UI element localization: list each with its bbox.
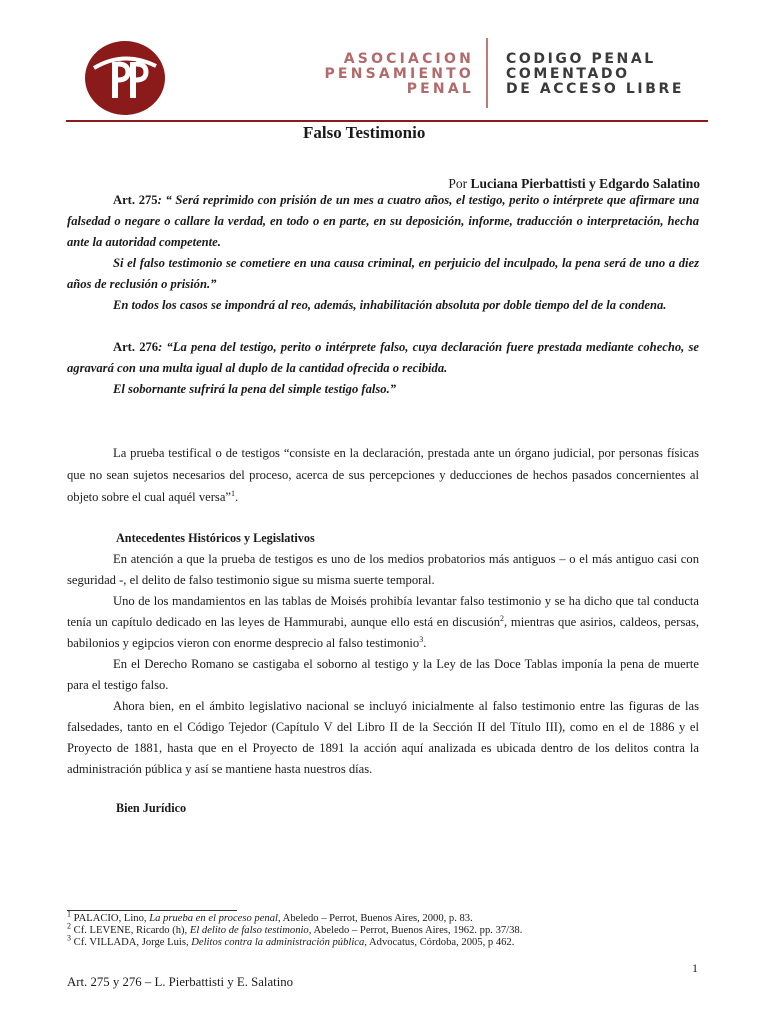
art-275-paragraph	[67, 190, 699, 253]
header-rule	[66, 120, 708, 122]
art-275-text-1: : “ Será reprimido con prisión de un mes a cuatro años, el testigo, perito o intérprete que afirmare una falsedad o negare o callare la verdad, en todo o en parte, en su deposición, informe, traducción o interpretación, hecha ante la autoridad competente.	[67, 193, 699, 249]
document-header	[0, 0, 768, 124]
art-276-text-2: El sobornante sufrirá la pena del simple testigo falso.”	[113, 382, 397, 396]
page-number: 1	[692, 961, 698, 975]
header-divider	[486, 38, 488, 108]
intro-end: .	[235, 490, 239, 504]
footnote-2-title: El delito de falso testimonio	[189, 925, 309, 936]
org-name-line-1: ASOCIACION	[343, 51, 474, 67]
antecedentes-paragraph-2	[67, 591, 699, 654]
art-275-text-2: Si el falso testimonio se cometiere en una causa criminal, en perjuicio del inculpado, la pena será de uno a diez años de reclusión o prisión.”	[67, 256, 699, 291]
authors-prefix: Por	[448, 176, 471, 191]
org-name-line-3: PENAL	[406, 81, 474, 97]
org-name	[256, 52, 474, 97]
document-title: Falso Testimonio	[303, 123, 426, 142]
footnote-2-post: , Abeledo – Perrot, Buenos Aires, 1962. pp. 37/38.	[308, 925, 523, 936]
codigo-line-3: DE ACCESO LIBRE	[506, 81, 685, 97]
footnote-1-number: 1	[67, 909, 71, 919]
footnote-1-pre: PALACIO, Lino,	[71, 913, 150, 924]
footnote-2-number: 2	[67, 921, 71, 931]
art-275-text-3: En todos los casos se impondrá al reo, además, inhabilitación absoluta por doble tiempo del de la condena.	[113, 298, 667, 312]
footnote-3-title: Delitos contra la administración pública	[191, 937, 365, 948]
antecedentes-paragraph-3: En el Derecho Romano se castigaba el soborno al testigo y la Ley de las Doce Tablas imponía la pena de muerte para el testigo falso.	[67, 657, 699, 692]
footnote-3-post: , Advocatus, Córdoba, 2005, p 462.	[364, 937, 515, 948]
footnote-1-title: La prueba en el proceso penal	[149, 913, 278, 924]
footnote-3	[67, 933, 707, 949]
antecedentes-paragraph-4: Ahora bien, en el ámbito legislativo nacional se incluyó inicialmente al falso testimonio entre las figuras de las falsedades, tanto en el Código Tejedor (Capítulo V del Libro II de la Sección II del Título III), como en el de 1886 y el Proyecto de 1881, hasta que en el Proyecto de 1891 la acción aquí analizada es ubicada dentro de los delitos contra la administración pública y así se mantiene hasta nuestros días.	[67, 699, 699, 776]
antecedentes-p2-part-a: Uno de los mandamientos en las tablas de Moisés prohibía levantar falso testimonio y se ha dicho que tal conducta tenía un capítulo dedicado en las leyes de Hammurabi, aunque ello está en discusión	[67, 594, 699, 629]
footnote-3-number: 3	[67, 933, 71, 943]
footnote-1-post: , Abeledo – Perrot, Buenos Aires, 2000, p. 83.	[277, 913, 473, 924]
footnote-2-pre: Cf. LEVENE, Ricardo (h),	[71, 925, 190, 936]
art-275-label: Art. 275	[113, 193, 158, 207]
authors-names: Luciana Pierbattisti y Edgardo Salatino	[470, 176, 700, 191]
footnote-2	[67, 921, 707, 937]
antecedentes-p2-part-b: , mientras que asirios, caldeos, persas, babilonios y egipcios vieron con enorme desprecio al falso testimonio	[67, 615, 699, 650]
footnote-ref-2: 2	[500, 613, 505, 623]
document-body	[67, 190, 699, 819]
codigo-line-2: COMENTADO	[506, 66, 630, 82]
codigo-line-1: CODIGO PENAL	[506, 51, 656, 67]
antecedentes-paragraph-1: En atención a que la prueba de testigos es uno de los medios probatorios más antiguos – o el más antiguo casi con seguridad -, el delito de falso testimonio sigue su misma suerte temporal.	[67, 552, 699, 587]
footnote-1	[67, 909, 707, 925]
art-276-paragraph	[67, 337, 699, 379]
footnote-separator	[67, 910, 237, 911]
page-footer: Art. 275 y 276 – L. Pierbattisti y E. Salatino	[67, 975, 294, 989]
pensamiento-penal-logo	[84, 40, 166, 116]
codigo-penal-label	[506, 52, 684, 97]
art-276-label: Art. 276	[113, 340, 159, 354]
section-heading-antecedentes: Antecedentes Históricos y Legislativos	[116, 531, 315, 545]
intro-paragraph	[67, 442, 699, 508]
org-name-line-2: PENSAMIENTO	[324, 66, 474, 82]
section-heading-bien-juridico: Bien Jurídico	[116, 801, 187, 815]
footnote-3-pre: Cf. VILLADA, Jorge Luis,	[71, 937, 192, 948]
footnote-ref-1: 1	[231, 488, 235, 498]
intro-text: La prueba testifical o de testigos “consiste en la declaración, prestada ante un órgano judicial, por personas físicas que no sean sujetos necesarios del proceso, acerca de sus percepciones y deducciones de hechos pasados concernientes al objeto sobre el cual aquél versa”	[67, 446, 699, 504]
art-276-text-1: : “La pena del testigo, perito o intérprete falso, cuya declaración fuere prestada mediante cohecho, se agravará con una multa igual al duplo de la cantidad ofrecida o recibida.	[67, 340, 699, 375]
footnotes	[67, 909, 707, 949]
antecedentes-p2-part-c: .	[423, 636, 427, 650]
footnote-ref-3: 3	[419, 634, 424, 644]
